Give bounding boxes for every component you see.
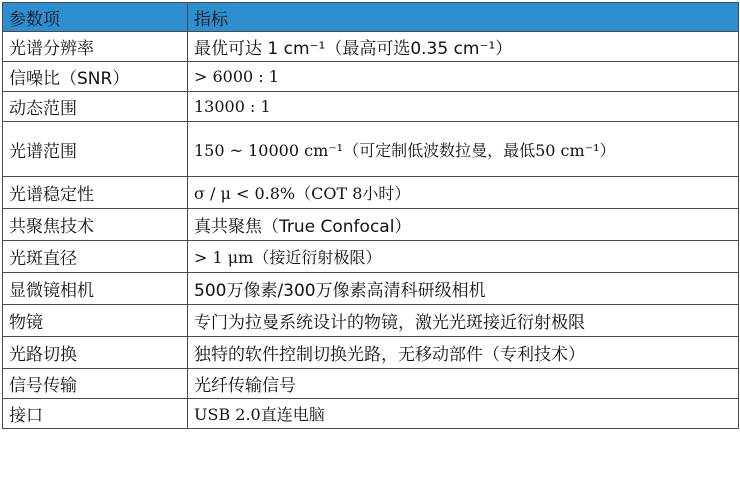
- value-cell: > 1 μm（接近衍射极限）: [188, 241, 739, 273]
- value-cell: 150 ~ 10000 cm⁻¹（可定制低波数拉曼，最低50 cm⁻¹）: [188, 122, 739, 177]
- param-cell: 接口: [3, 399, 188, 429]
- param-cell: 光斑直径: [3, 241, 188, 273]
- value-cell: 专门为拉曼系统设计的物镜，激光光斑接近衍射极限: [188, 305, 739, 337]
- header-cell-value: 指标: [188, 3, 739, 32]
- value-cell: σ / μ < 0.8%（COT 8小时）: [188, 177, 739, 209]
- value-cell: 光纤传输信号: [188, 369, 739, 399]
- table-row: [3, 273, 739, 305]
- table-row: [3, 92, 739, 122]
- value-cell: USB 2.0直连电脑: [188, 399, 739, 429]
- param-cell: 光路切换: [3, 337, 188, 369]
- param-cell: 显微镜相机: [3, 273, 188, 305]
- param-cell: 物镜: [3, 305, 188, 337]
- table-row: [3, 209, 739, 241]
- param-cell: 共聚焦技术: [3, 209, 188, 241]
- table-header-row: [3, 3, 739, 32]
- table-row: [3, 32, 739, 62]
- table-row: [3, 122, 739, 177]
- value-cell: 独特的软件控制切换光路，无移动部件（专利技术）: [188, 337, 739, 369]
- table-row: [3, 399, 739, 429]
- table-row: [3, 62, 739, 92]
- table-row: [3, 305, 739, 337]
- param-cell: 光谱分辨率: [3, 32, 188, 62]
- param-cell: 信号传输: [3, 369, 188, 399]
- param-cell: 光谱稳定性: [3, 177, 188, 209]
- value-cell: 500万像素/300万像素高清科研级相机: [188, 273, 739, 305]
- param-cell: 动态范围: [3, 92, 188, 122]
- header-cell-param: 参数项: [3, 3, 188, 32]
- table-row: [3, 177, 739, 209]
- value-cell: 真共聚焦（True Confocal）: [188, 209, 739, 241]
- value-cell: 最优可达 1 cm⁻¹（最高可选0.35 cm⁻¹）: [188, 32, 739, 62]
- table-row: [3, 241, 739, 273]
- param-cell: 信噪比（SNR）: [3, 62, 188, 92]
- table-row: [3, 337, 739, 369]
- table-row: [3, 369, 739, 399]
- value-cell: 13000 : 1: [188, 92, 739, 122]
- value-cell: > 6000 : 1: [188, 62, 739, 92]
- spec-table: [2, 2, 739, 429]
- param-cell: 光谱范围: [3, 122, 188, 177]
